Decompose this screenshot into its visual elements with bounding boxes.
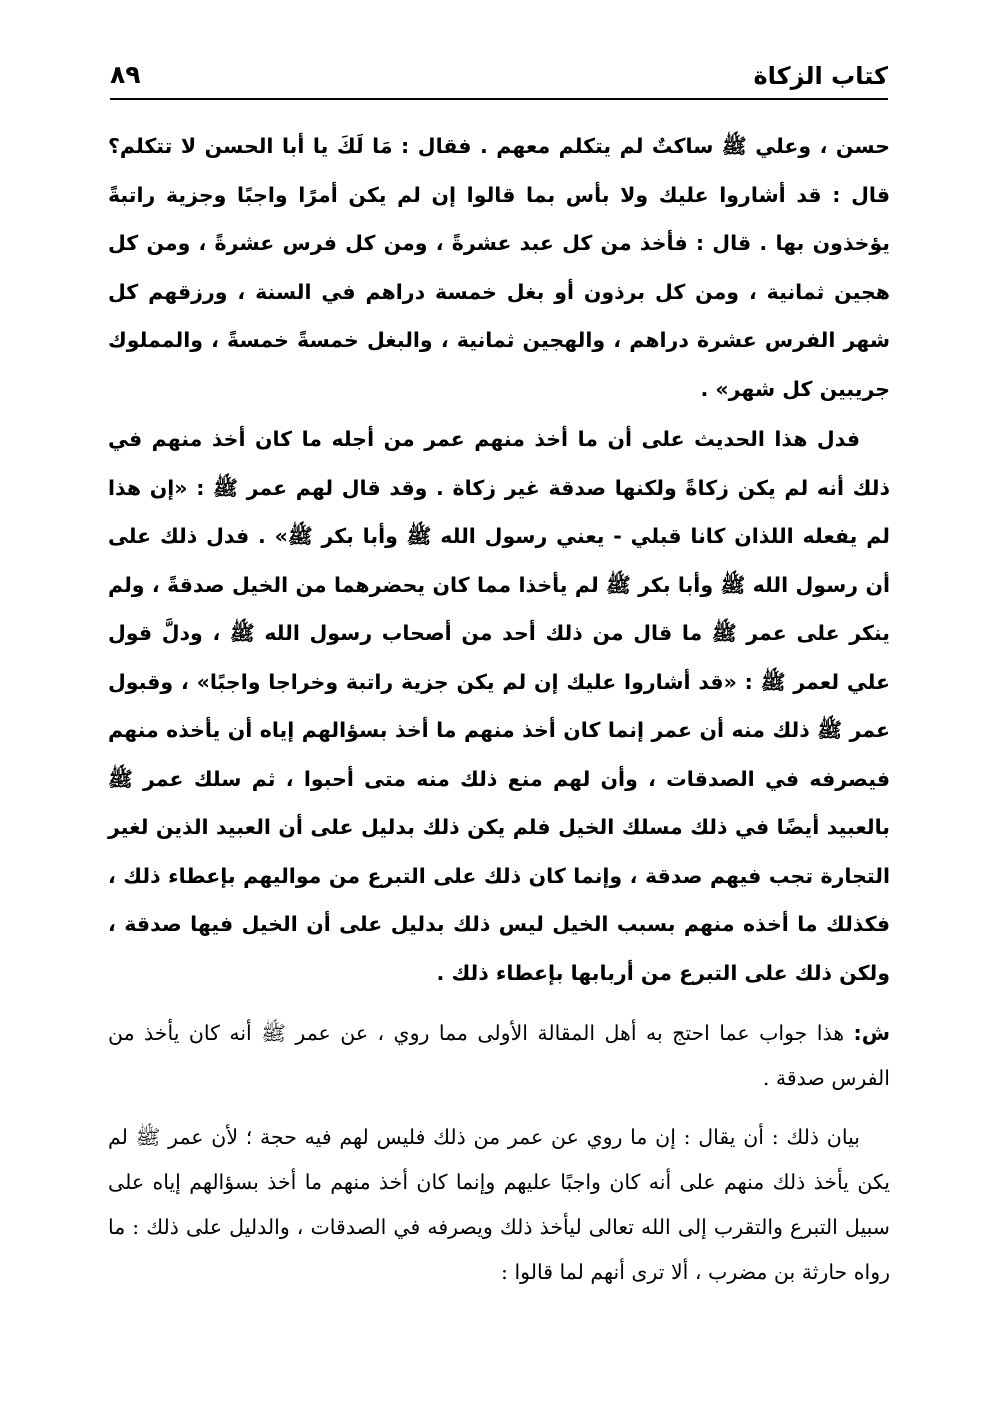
page-header <box>110 56 888 100</box>
sharh-label: ش: <box>853 1021 890 1045</box>
paragraph-commentary: فدل هذا الحديث على أن ما أخذ منهم عمر من أجله ما كان أخذ منهم في ذلك أنه لم يكن زكاةً ولكنها صدقة غير زكاة . وقد قال لهم عمر ﷺ : «إن هذا لم يفعله اللذان كانا قبلي - يعني رسول الله ﷺ وأبا بكر ﷺ» . فدل ذلك على أن رسول الله ﷺ وأبا بكر ﷺ لم يأخذا مما كان يحضرهما من الخيل صدقةً ، ولم ينكر على عمر ﷺ ما قال من ذلك أحد من أصحاب رسول الله ﷺ ، ودلَّ قول علي لعمر ﷺ : «قد أشاروا عليك إن لم يكن جزية راتبة وخراجا واجبًا» ، وقبول عمر ﷺ ذلك منه أن عمر إنما كان أخذ منهم ما أخذ بسؤالهم إياه أن يأخذه منهم فيصرفه في الصدقات ، وأن لهم منع ذلك منه متى أحبوا ، ثم سلك عمر ﷺ بالعبيد أيضًا في ذلك مسلك الخيل فلم يكن ذلك بدليل على أن العبيد الذين لغير التجارة تجب فيهم صدقة ، وإنما كان ذلك على التبرع من مواليهم بإعطاء ذلك ، فكذلك ما أخذه منهم بسبب الخيل ليس ذلك بدليل على أن الخيل فيها صدقة ، ولكن ذلك على التبرع من أربابها بإعطاء ذلك . <box>108 427 890 985</box>
paragraph-hadith-text: حسن ، وعلي ﷺ ساكتٌ لم يتكلم معهم . فقال : مَا لَكَ يا أبا الحسن لا تتكلم؟ قال : قد أشاروا عليك ولا بأس بما قالوا إن لم يكن أمرًا واجبًا وجزية راتبةً يؤخذون بها . قال : فأخذ من كل عبد عشرةً ، ومن كل فرس عشرةً ، ومن كل هجين ثمانية ، ومن كل برذون أو بغل خمسة دراهم في السنة ، ورزقهم كل شهر الفرس عشرة دراهم ، والهجين ثمانية ، والبغل خمسةً خمسةً ، والمملوك جريبين كل شهر» . <box>108 134 890 401</box>
page-body <box>108 122 890 1295</box>
paragraph-explanation: بيان ذلك : أن يقال : إن ما روي عن عمر من ذلك فليس لهم فيه حجة ؛ لأن عمر ﷺ لم يكن يأخذ ذلك منهم على أنه كان واجبًا عليهم وإنما كان أخذ منهم ما أخذ بسؤالهم إياه على سبيل التبرع والتقرب إلى الله تعالى ليأخذ ذلك ويصرفه في الصدقات ، والدليل على ذلك : ما رواه حارثة بن مضرب ، ألا ترى أنهم لما قالوا : <box>108 1125 890 1284</box>
header-rule <box>110 98 888 100</box>
chapter-title: كتاب الزكاة <box>753 62 888 90</box>
sharh-text: هذا جواب عما احتج به أهل المقالة الأولى مما روي ، عن عمر ﷺ أنه كان يأخذ من الفرس صدقة . <box>108 1021 890 1090</box>
paragraph-sharh <box>108 1011 890 1101</box>
page-number: ٨٩ <box>110 60 141 89</box>
